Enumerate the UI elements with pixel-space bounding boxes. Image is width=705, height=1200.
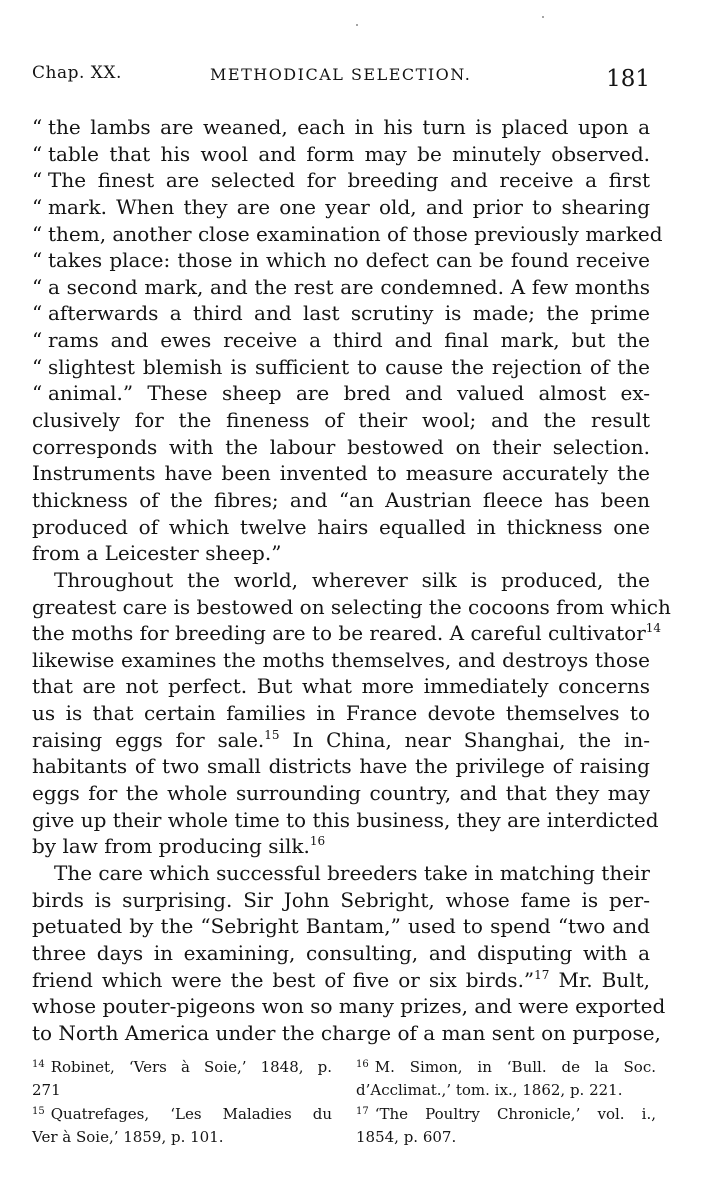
footnote-text: ‘The Poultry Chronicle,’ vol. i., xyxy=(374,1105,656,1123)
running-title: METHODICAL SELECTION. xyxy=(210,65,472,84)
text-line: thickness of the fibres; and “an Austrian fleece has been xyxy=(32,487,650,512)
text-line: Instruments have been invented to measure accurately the xyxy=(32,461,650,486)
footnote-marker: 17 xyxy=(356,1106,369,1117)
footnote-14 xyxy=(32,1057,332,1100)
footnote-ref-16: 16 xyxy=(309,834,326,849)
text-line: give up their whole time to this business, they are interdicted xyxy=(32,807,659,832)
text-line: three days in examining, consulting, and disputing with a xyxy=(32,940,650,965)
paragraph-1 xyxy=(32,114,663,567)
footnote-text: Quatrefages, ‘Les Maladies du xyxy=(50,1105,332,1123)
footnote-marker: 15 xyxy=(32,1106,45,1117)
text-line: “ the lambs are weaned, each in his turn is placed upon a xyxy=(32,115,650,139)
text-line: “ animal.” These sheep are bred and valued almost ex- xyxy=(32,381,650,406)
footnote-text: Robinet, ‘Vers à Soie,’ 1848, p. xyxy=(50,1058,332,1076)
footnote-text: d’Acclimat.,’ tom. ix., 1862, p. 221. xyxy=(356,1081,623,1099)
footnote-17 xyxy=(356,1104,656,1147)
footnote-text: 1854, p. 607. xyxy=(356,1128,457,1146)
text-line: The care which successful breeders take in matching their xyxy=(54,860,650,885)
text-line: from a Leicester sheep.” xyxy=(32,541,282,566)
text-line: “ a second mark, and the rest are condemned. A few months xyxy=(32,274,650,299)
paragraph-3 xyxy=(32,860,666,1046)
footnote-ref-14: 14 xyxy=(645,621,662,636)
text-line: raising eggs for sale.$^{15}$ In China, near Shanghai, the in- xyxy=(32,727,650,752)
text-line: corresponds with the labour bestowed on their selection. xyxy=(32,434,650,459)
footnotes-right-column xyxy=(356,1057,656,1151)
text-line: habitants of two small districts have the privilege of raising xyxy=(32,754,650,779)
footnote-ref-15: 15 xyxy=(264,727,280,742)
text-line: friend which were the best of five or six birds.”$^{17}$ Mr. Bult, xyxy=(32,967,650,992)
text-line: likewise examines the moths themselves, and destroys those xyxy=(32,647,650,672)
text-line: “ them, another close examination of those previously marked xyxy=(32,221,663,246)
text-line: birds is surprising. Sir John Sebright, whose fame is per- xyxy=(32,887,650,912)
text-line: “ slightest blemish is sufficient to cause the rejection of the xyxy=(32,354,650,379)
footnote-16 xyxy=(356,1057,656,1100)
footnote-text: Ver à Soie,’ 1859, p. 101. xyxy=(32,1128,224,1146)
footnote-ref-17: 17 xyxy=(534,967,550,982)
text-line: clusively for the fineness of their wool; and the result xyxy=(32,408,650,433)
text-line: “ takes place: those in which no defect can be found receive xyxy=(32,248,650,273)
text-line: whose pouter-pigeons won so many prizes, and were exported xyxy=(32,994,666,1019)
text-line: “ mark. When they are one year old, and prior to shearing xyxy=(32,194,650,219)
footnote-15 xyxy=(32,1104,332,1147)
text-line: “ table that his wool and form may be minutely observed. xyxy=(32,141,650,166)
paper-speck xyxy=(356,24,358,26)
text-line: petuated by the “Sebright Bantam,” used to spend “two and xyxy=(32,914,650,939)
running-header xyxy=(32,63,654,93)
footnote-marker: 16 xyxy=(356,1059,369,1070)
text-line: by law from producing silk.$^{16}$ xyxy=(32,834,326,859)
text-line: that are not perfect. But what more immediately concerns xyxy=(32,674,650,699)
page-body xyxy=(32,114,671,1046)
paper-speck xyxy=(542,16,544,18)
text-line: Throughout the world, wherever silk is produced, the xyxy=(54,567,650,592)
text-line: us is that certain families in France devote themselves to xyxy=(32,701,650,726)
paragraph-2 xyxy=(32,567,671,860)
footnotes-left-column xyxy=(32,1057,332,1151)
text-line: produced of which twelve hairs equalled in thickness one xyxy=(32,514,650,539)
text-line: eggs for the whole surrounding country, and that they may xyxy=(32,781,650,806)
text-line: the moths for breeding are to be reared. A careful cultivator$^{14}$ xyxy=(32,621,662,646)
footnote-text: M. Simon, in ‘Bull. de la Soc. xyxy=(374,1058,656,1076)
page-number: 181 xyxy=(606,66,650,92)
text-line: “ rams and ewes receive a third and final mark, but the xyxy=(32,328,650,353)
footnote-marker: 14 xyxy=(32,1059,45,1070)
chapter-label: Chap. XX. xyxy=(32,63,122,83)
text-line: to North America under the charge of a man sent on purpose, xyxy=(32,1020,661,1045)
footnote-text: 271 xyxy=(32,1081,61,1099)
text-line: “ afterwards a third and last scrutiny is made; the prime xyxy=(32,301,650,326)
text-line: “ The finest are selected for breeding and receive a first xyxy=(32,168,650,193)
text-line: greatest care is bestowed on selecting the cocoons from which xyxy=(32,594,671,619)
